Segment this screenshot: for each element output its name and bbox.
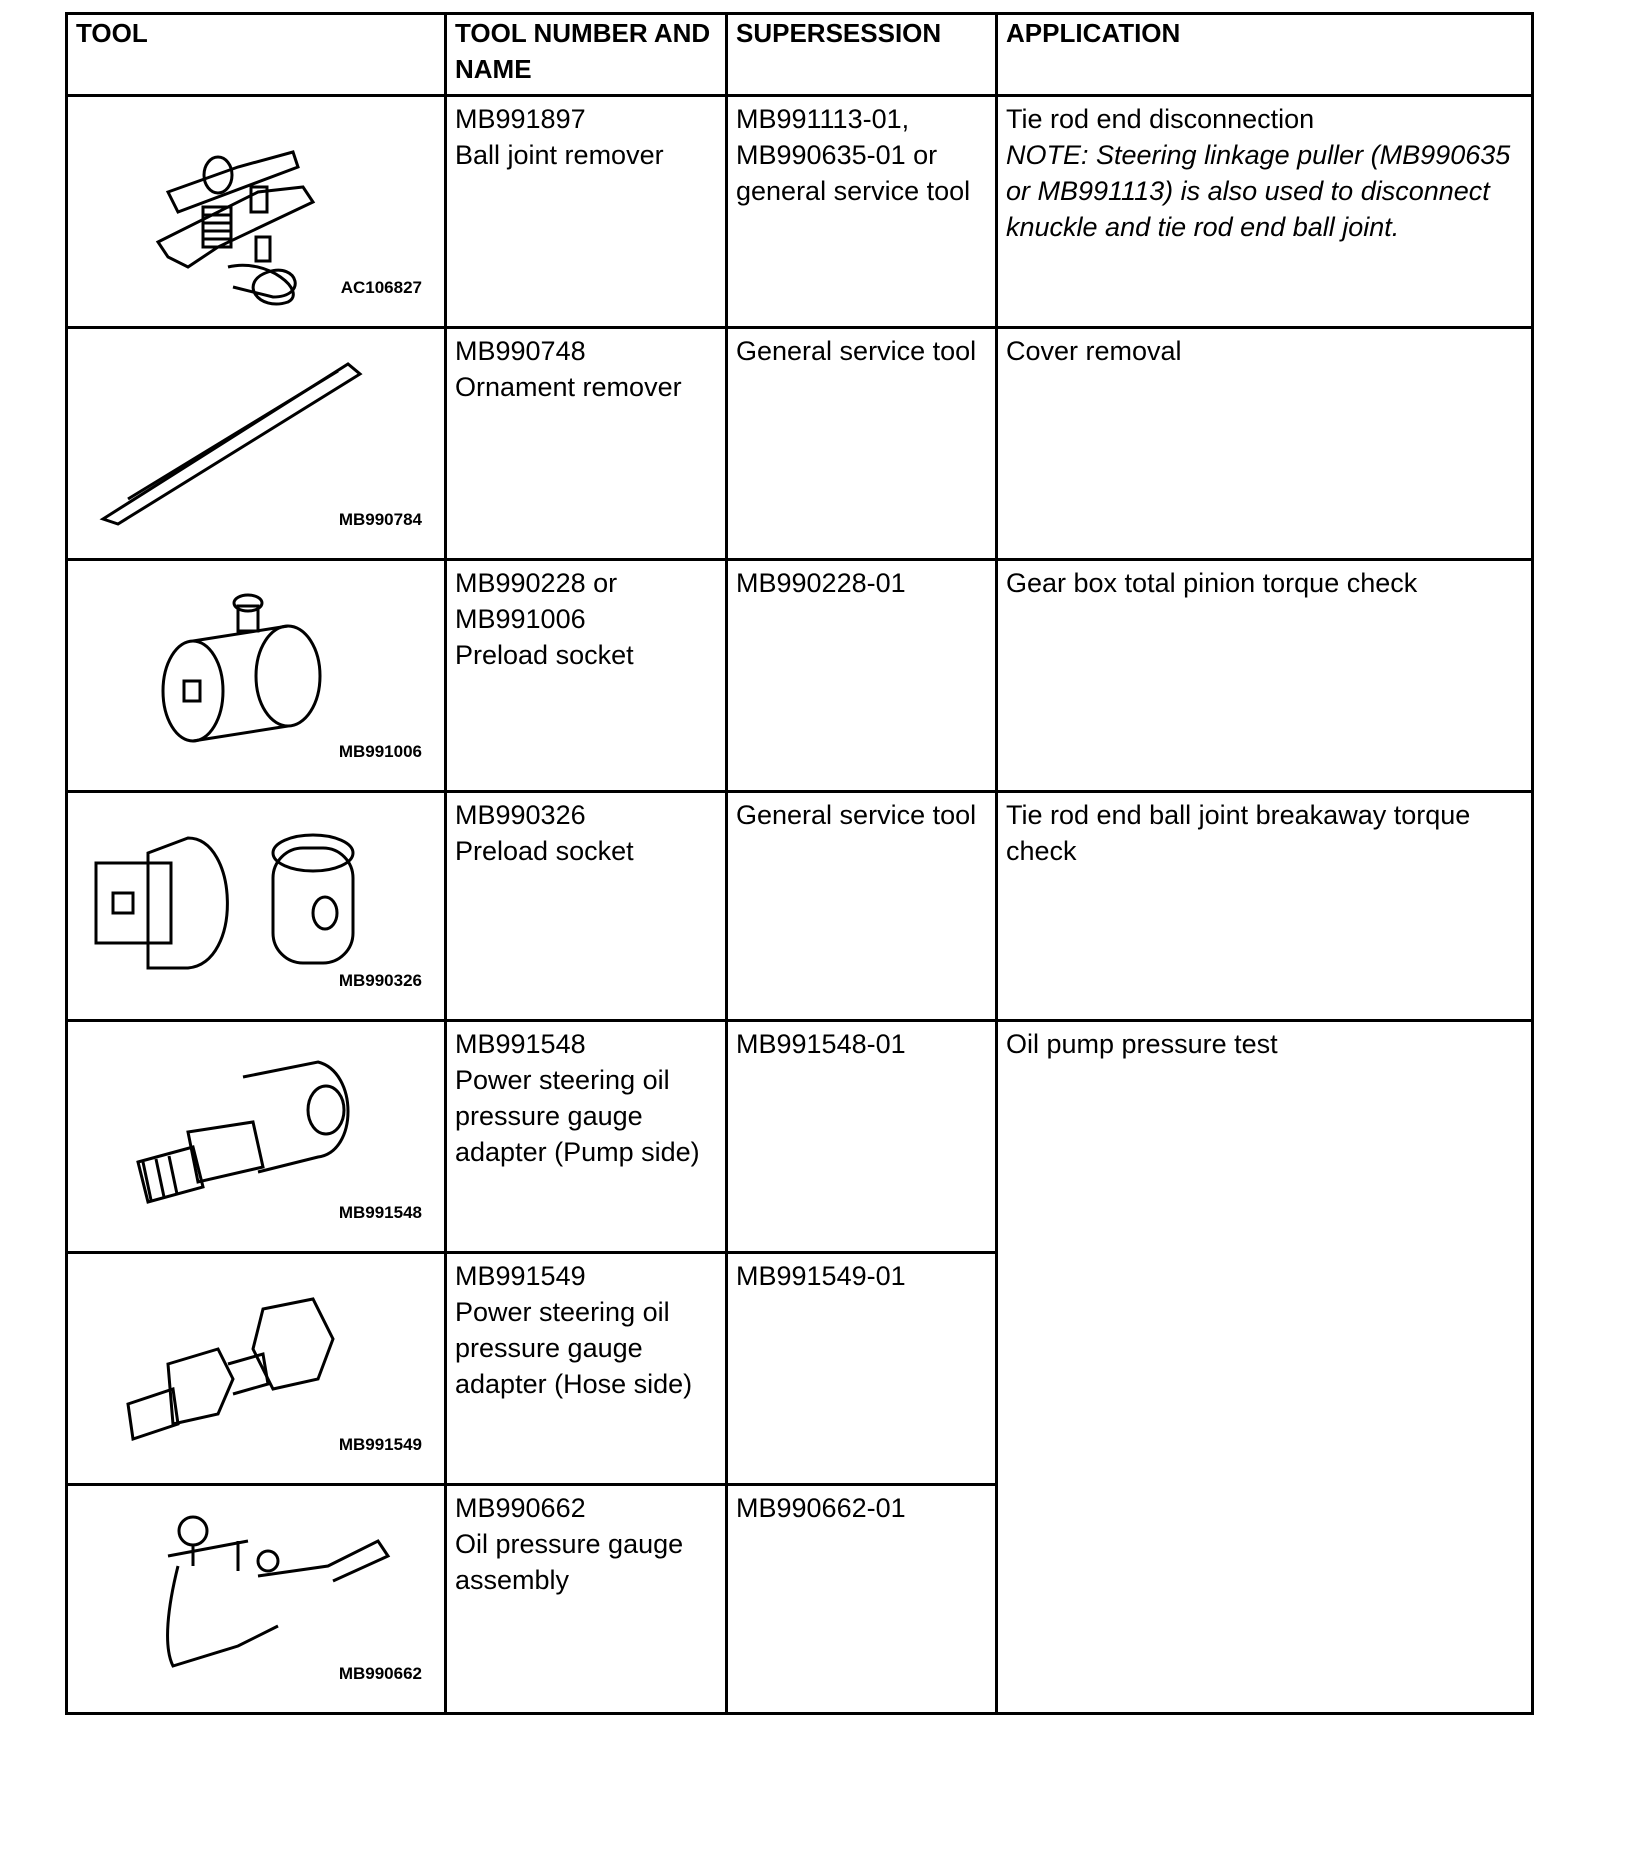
header-supersession: SUPERSESSION [727, 14, 997, 96]
tool-name: Ball joint remover [455, 140, 664, 170]
tool-number-name [446, 560, 727, 792]
application: Oil pump pressure test [997, 1021, 1533, 1714]
tool-image-label: MB991548 [338, 1203, 422, 1222]
tool-number-name [446, 1021, 727, 1253]
header-row [67, 14, 1533, 96]
application: Cover removal [997, 328, 1533, 560]
application: Tie rod end ball joint breakaway torque check [997, 792, 1533, 1021]
tool-name: Ornament remover [455, 372, 682, 402]
tool-image-cell [67, 560, 446, 792]
tool-image-label: AC106827 [340, 278, 422, 297]
table-row [67, 560, 1533, 792]
supersession: MB991548-01 [727, 1021, 997, 1253]
table-row [67, 328, 1533, 560]
tool-name: Preload socket [455, 640, 634, 670]
supersession: MB990228-01 [727, 560, 997, 792]
header-tool: TOOL [67, 14, 446, 96]
tool-image-label: MB990662 [338, 1664, 422, 1683]
application-note: NOTE: Steering linkage puller (MB990635 or MB991113) is also used to disconnect knuckle and tie rod end ball joint. [1006, 140, 1511, 242]
tool-image-label: MB991006 [338, 742, 422, 761]
tool-number: MB991549 [455, 1261, 586, 1291]
special-tools-table [65, 12, 1534, 1715]
tool-number-name [446, 328, 727, 560]
header-application: APPLICATION [997, 14, 1533, 96]
tool-number: MB990748 [455, 336, 586, 366]
tool-number: MB990326 [455, 800, 586, 830]
supersession: General service tool [727, 328, 997, 560]
tool-image-label: MB990784 [338, 510, 422, 529]
tool-number-name [446, 1253, 727, 1485]
supersession: MB991113-01, MB990635-01 or general service tool [727, 96, 997, 328]
tool-image-cell [67, 1485, 446, 1714]
header-tool-number: TOOL NUMBER AND NAME [446, 14, 727, 96]
application: Gear box total pinion torque check [997, 560, 1533, 792]
tool-image-label: MB990326 [338, 971, 422, 990]
tool-number-name [446, 792, 727, 1021]
tool-image-label: MB991549 [338, 1435, 422, 1454]
table-row [67, 1021, 1533, 1253]
supersession: MB990662-01 [727, 1485, 997, 1714]
tool-image-cell [67, 1253, 446, 1485]
supersession: MB991549-01 [727, 1253, 997, 1485]
tool-image-cell [67, 1021, 446, 1253]
tool-number: MB991548 [455, 1029, 586, 1059]
tool-name: Preload socket [455, 836, 634, 866]
tool-name: Power steering oil pressure gauge adapter (Hose side) [455, 1297, 693, 1399]
tool-image-cell [67, 792, 446, 1021]
tool-number: MB991897 [455, 104, 586, 134]
table-row [67, 96, 1533, 328]
application [997, 96, 1533, 328]
tool-name: Power steering oil pressure gauge adapter (Pump side) [455, 1065, 700, 1167]
table-row [67, 792, 1533, 1021]
tool-image-cell [67, 328, 446, 560]
tool-number: MB990662 [455, 1493, 586, 1523]
application-text: Tie rod end disconnection [1006, 104, 1315, 134]
tool-number-name [446, 1485, 727, 1714]
tool-image-cell [67, 96, 446, 328]
tool-number: MB990228 or MB991006 [455, 568, 618, 634]
tool-name: Oil pressure gauge assembly [455, 1529, 684, 1595]
tool-number-name [446, 96, 727, 328]
supersession: General service tool [727, 792, 997, 1021]
